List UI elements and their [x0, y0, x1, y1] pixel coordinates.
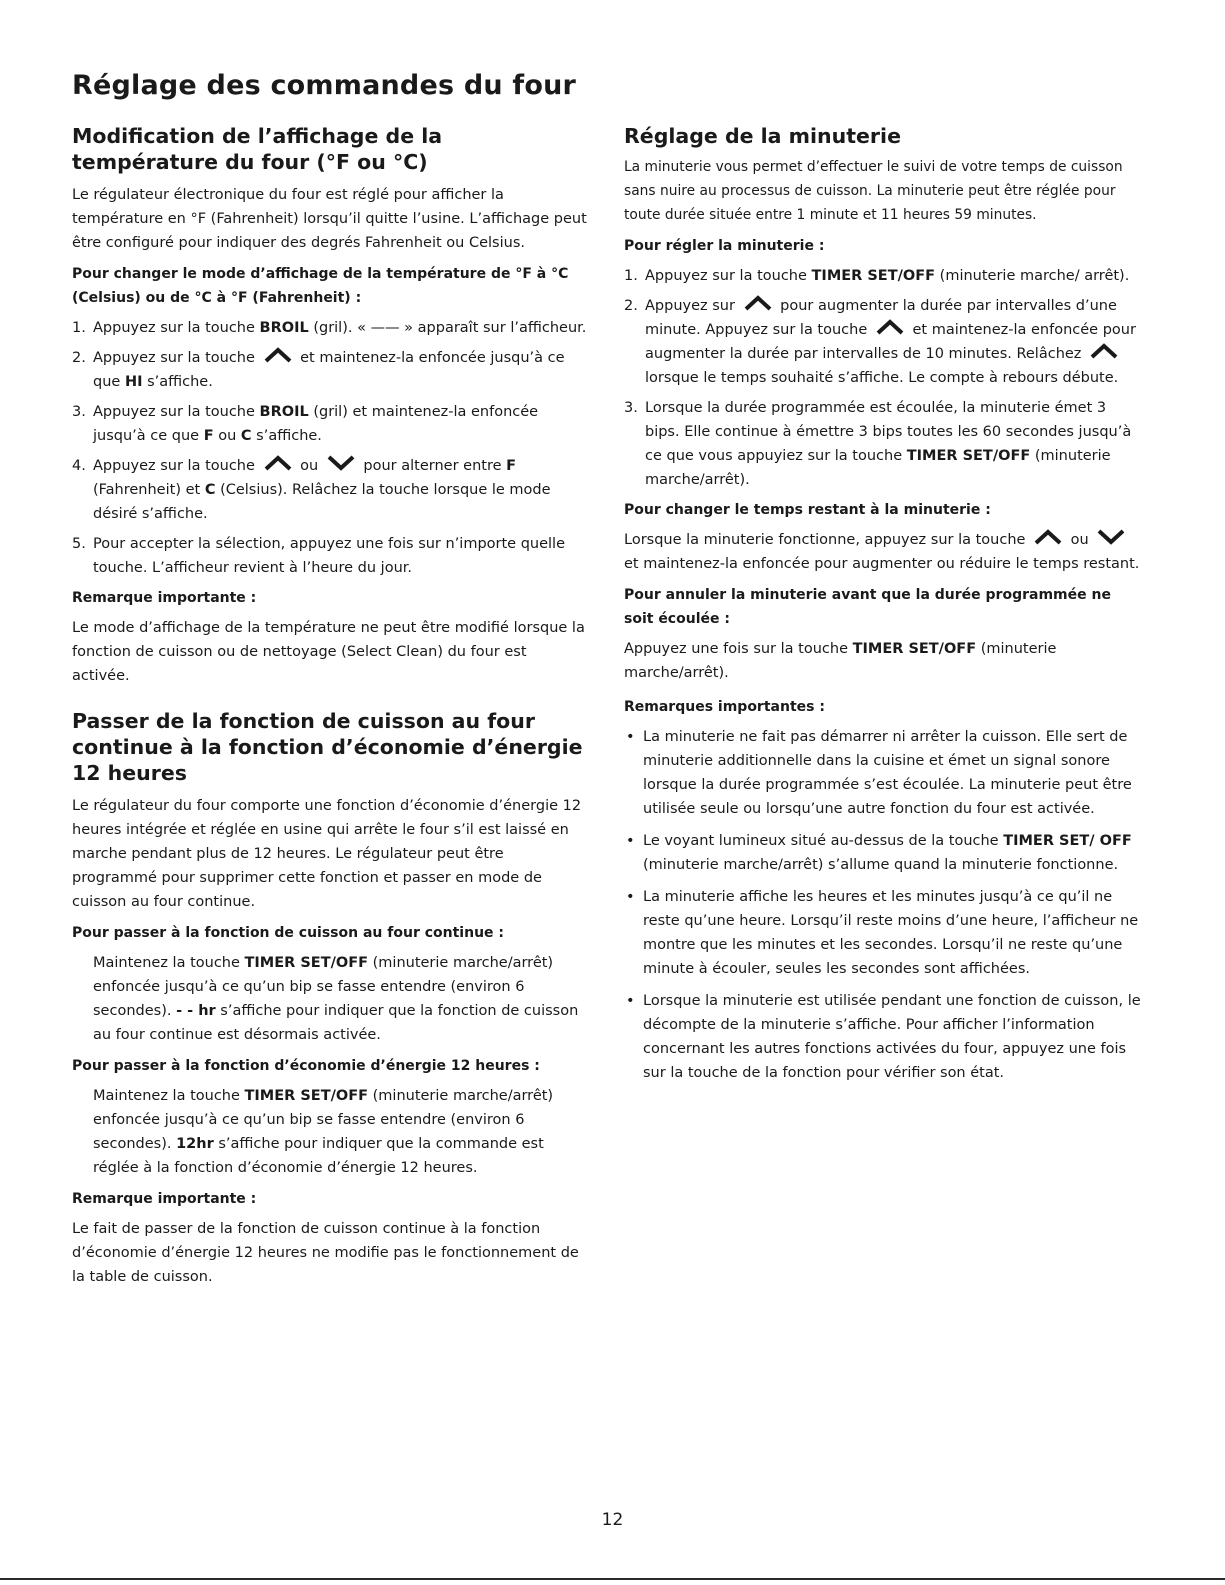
- section-heading-temperature-display: Modification de l’affichage de la température du four (°F ou °C): [72, 124, 443, 174]
- up-arrow-icon: [263, 455, 293, 471]
- important-notes-heading: Remarques importantes :: [624, 699, 825, 715]
- continuous-bake-instructions: [72, 951, 587, 1047]
- list-item: [624, 829, 1144, 877]
- list-item: [72, 454, 587, 526]
- step-text: Appuyez sur la touche: [93, 404, 260, 420]
- list-item: [624, 725, 1144, 821]
- cancel-timer-subheading: Pour annuler la minuterie avant que la durée programmée ne soit écoulée :: [624, 587, 1111, 627]
- step-text: Appuyez sur la touche: [93, 320, 260, 336]
- display-code: C: [204, 482, 216, 498]
- note-text: (minuterie marche/arrêt) s’allume quand la minuterie fonctionne.: [643, 857, 1119, 873]
- left-column: [72, 123, 587, 1296]
- step-number: 5.: [72, 536, 86, 552]
- step-text: (Fahrenheit) et: [93, 482, 205, 498]
- instruction-text: s’affiche pour indiquer que la fonction de cuisson au four continue est désormais activée.: [93, 1003, 579, 1043]
- step-text: pour alterner entre: [363, 458, 507, 474]
- key-label: TIMER SET/OFF: [852, 641, 977, 657]
- energy-saving-subheading: Pour passer à la fonction d’économie d’énergie 12 heures :: [72, 1058, 540, 1074]
- step-text: (Celsius). Relâchez la touche lorsque le mode désiré s’affiche.: [93, 482, 551, 522]
- up-arrow-icon: [1033, 529, 1063, 545]
- step-number: 4.: [72, 458, 86, 474]
- key-label: TIMER SET/OFF: [244, 1088, 369, 1104]
- down-arrow-icon: [326, 455, 356, 471]
- step-text: s’affiche.: [142, 374, 213, 390]
- step-text: ou: [213, 428, 241, 444]
- down-arrow-icon: [1096, 529, 1126, 545]
- bullet-marker: •: [626, 729, 635, 745]
- important-notes-list: [624, 725, 1144, 1085]
- instruction-text: (minuterie marche/arrêt) enfoncée jusqu’à ce qu’un bip se fasse entendre (environ 6 secondes).: [93, 1088, 554, 1152]
- step-text: s’affiche.: [251, 428, 322, 444]
- temperature-steps: [72, 316, 587, 580]
- list-item: [624, 294, 1144, 390]
- note-text: Le voyant lumineux situé au-dessus de la touche: [643, 833, 1004, 849]
- instruction-text: Maintenez la touche: [93, 1088, 245, 1104]
- instruction-text: Maintenez la touche: [93, 955, 245, 971]
- key-label: TIMER SET/OFF: [906, 448, 1031, 464]
- important-note-heading: Remarque importante :: [72, 1191, 257, 1207]
- step-text: Appuyez sur la touche: [93, 350, 255, 366]
- step-text: et maintenez-la enfoncée jusqu’à ce que: [93, 350, 565, 390]
- right-column: [624, 123, 1144, 1093]
- note-text: La minuterie affiche les heures et les minutes jusqu’à ce qu’il ne reste qu’une heure. Lorsqu’il reste moins d’une heure, l’afficheur ne montre que les minutes et les secondes. Lorsqu’il ne reste qu’une minute à écouler, seules les secondes sont affichées.: [643, 889, 1139, 977]
- step-text: Appuyez sur la touche: [93, 458, 255, 474]
- temperature-change-subheading: Pour changer le mode d’affichage de la température de °F à °C (Celsius) ou de °C à °F (Fahrenheit) :: [72, 266, 569, 306]
- instruction-text: (minuterie marche/arrêt).: [624, 641, 1057, 681]
- step-text: (minuterie marche/arrêt).: [645, 448, 1111, 488]
- bullet-marker: •: [626, 993, 635, 1009]
- continuous-bake-subheading: Pour passer à la fonction de cuisson au four continue :: [72, 925, 504, 941]
- key-label: BROIL: [259, 320, 309, 336]
- note-text: Lorsque la minuterie est utilisée pendant une fonction de cuisson, le décompte de la minuterie s’affiche. Pour afficher l’information concernant les autres fonctions activées du four, appuyez une fois sur la touche de la fonction pour vérifier son état.: [643, 993, 1141, 1081]
- step-number: 3.: [72, 404, 86, 420]
- list-item: [624, 396, 1144, 492]
- change-remaining-time-subheading: Pour changer le temps restant à la minuterie :: [624, 502, 991, 518]
- instruction-text: et maintenez-la enfoncée pour augmenter ou réduire le temps restant.: [624, 556, 1140, 572]
- section-heading-energy-saving: Passer de la fonction de cuisson au four continue à la fonction d’économie d’énergie 12 heures: [72, 709, 583, 785]
- display-code: C: [240, 428, 252, 444]
- step-text: pour augmenter la durée par intervalles d’une minute. Appuyez sur la touche: [645, 298, 1117, 338]
- temperature-intro: Le régulateur électronique du four est réglé pour afficher la température en °F (Fahrenheit) lorsqu’il quitte l’usine. L’affichage peut être configuré pour indiquer des degrés Fahrenheit ou Celsius.: [72, 187, 587, 251]
- step-text: (gril) et maintenez-la enfoncée jusqu’à ce que: [93, 404, 539, 444]
- step-text: lorsque le temps souhaité s’affiche. Le compte à rebours débute.: [645, 370, 1119, 386]
- step-number: 3.: [624, 400, 638, 416]
- important-note-text: Le fait de passer de la fonction de cuisson continue à la fonction d’économie d’énergie 12 heures ne modifie pas le fonctionnement de la table de cuisson.: [72, 1221, 579, 1285]
- list-item: [72, 532, 587, 580]
- up-arrow-icon: [1089, 343, 1119, 359]
- cancel-timer-text: [624, 637, 1144, 685]
- step-text: Pour accepter la sélection, appuyez une fois sur n’importe quelle touche. L’afficheur revient à l’heure du jour.: [93, 536, 566, 576]
- timer-steps: [624, 264, 1144, 492]
- step-text: Lorsque la durée programmée est écoulée, la minuterie émet 3 bips. Elle continue à émettre 3 bips toutes les 60 secondes jusqu’à ce que vous appuyiez sur la touche: [645, 400, 1132, 464]
- bullet-marker: •: [626, 833, 635, 849]
- key-label: TIMER SET/OFF: [244, 955, 369, 971]
- step-text: Appuyez sur: [645, 298, 735, 314]
- up-arrow-icon: [743, 295, 773, 311]
- list-item: [624, 989, 1144, 1085]
- up-arrow-icon: [263, 347, 293, 363]
- step-number: 2.: [624, 298, 638, 314]
- step-number: 2.: [72, 350, 86, 366]
- page-number: 12: [601, 1510, 624, 1530]
- instruction-text: Appuyez une fois sur la touche: [624, 641, 853, 657]
- important-note-heading: Remarque importante :: [72, 590, 257, 606]
- display-code: F: [203, 428, 214, 444]
- timer-intro: La minuterie vous permet d’effectuer le suivi de votre temps de cuisson sans nuire au processus de cuisson. La minuterie peut être réglée pour toute durée située entre 1 minute et 11 heures 59 minutes.: [624, 159, 1123, 223]
- instruction-text: ou: [1070, 532, 1089, 548]
- display-code: 12hr: [176, 1136, 214, 1152]
- step-number: 1.: [624, 268, 638, 284]
- key-label: BROIL: [259, 404, 309, 420]
- step-text: ou: [300, 458, 319, 474]
- list-item: [72, 316, 587, 340]
- energy-saving-instructions: [72, 1084, 587, 1180]
- display-code: HI: [124, 374, 143, 390]
- footer-rule: [0, 1578, 1225, 1580]
- instruction-text: s’affiche pour indiquer que la commande est réglée à la fonction d’économie d’énergie 12 heures.: [93, 1136, 544, 1176]
- instruction-text: Lorsque la minuterie fonctionne, appuyez sur la touche: [624, 532, 1026, 548]
- display-code: F: [506, 458, 517, 474]
- change-remaining-time-text: [624, 528, 1144, 576]
- list-item: [624, 885, 1144, 981]
- display-code: - - hr: [176, 1003, 216, 1019]
- important-note-text: Le mode d’affichage de la température ne peut être modifié lorsque la fonction de cuisson ou de nettoyage (Select Clean) du four est activée.: [72, 620, 585, 684]
- energy-saving-intro: Le régulateur du four comporte une fonction d’économie d’énergie 12 heures intégrée et réglée en usine qui arrête le four s’il est laissé en marche pendant plus de 12 heures. Le régulateur peut être programmé pour supprimer cette fonction et passer en mode de cuisson au four continue.: [72, 798, 582, 910]
- set-timer-subheading: Pour régler la minuterie :: [624, 238, 825, 254]
- up-arrow-icon: [875, 319, 905, 335]
- step-text: (gril). « —— » apparaît sur l’afficheur.: [308, 320, 587, 336]
- step-text: Appuyez sur la touche: [645, 268, 812, 284]
- step-text: et maintenez-la enfoncée pour augmenter la durée par intervalles de 10 minutes. Relâchez: [645, 322, 1136, 362]
- key-label: TIMER SET/OFF: [811, 268, 936, 284]
- list-item: [72, 400, 587, 448]
- instruction-text: (minuterie marche/arrêt) enfoncée jusqu’à ce qu’un bip se fasse entendre (environ 6 secondes).: [93, 955, 554, 1019]
- list-item: [72, 346, 587, 394]
- section-heading-timer: Réglage de la minuterie: [624, 124, 901, 148]
- step-number: 1.: [72, 320, 86, 336]
- bullet-marker: •: [626, 889, 635, 905]
- key-label: TIMER SET/ OFF: [1003, 833, 1132, 849]
- note-text: La minuterie ne fait pas démarrer ni arrêter la cuisson. Elle sert de minuterie additionnelle dans la cuisine et émet un signal sonore lorsque la durée programmée s’est écoulée. La minuterie peut être utilisée seule ou lorsqu’une autre fonction du four est activée.: [643, 729, 1132, 817]
- list-item: [624, 264, 1144, 288]
- page-title: Réglage des commandes du four: [72, 70, 577, 101]
- step-text: (minuterie marche/ arrêt).: [935, 268, 1130, 284]
